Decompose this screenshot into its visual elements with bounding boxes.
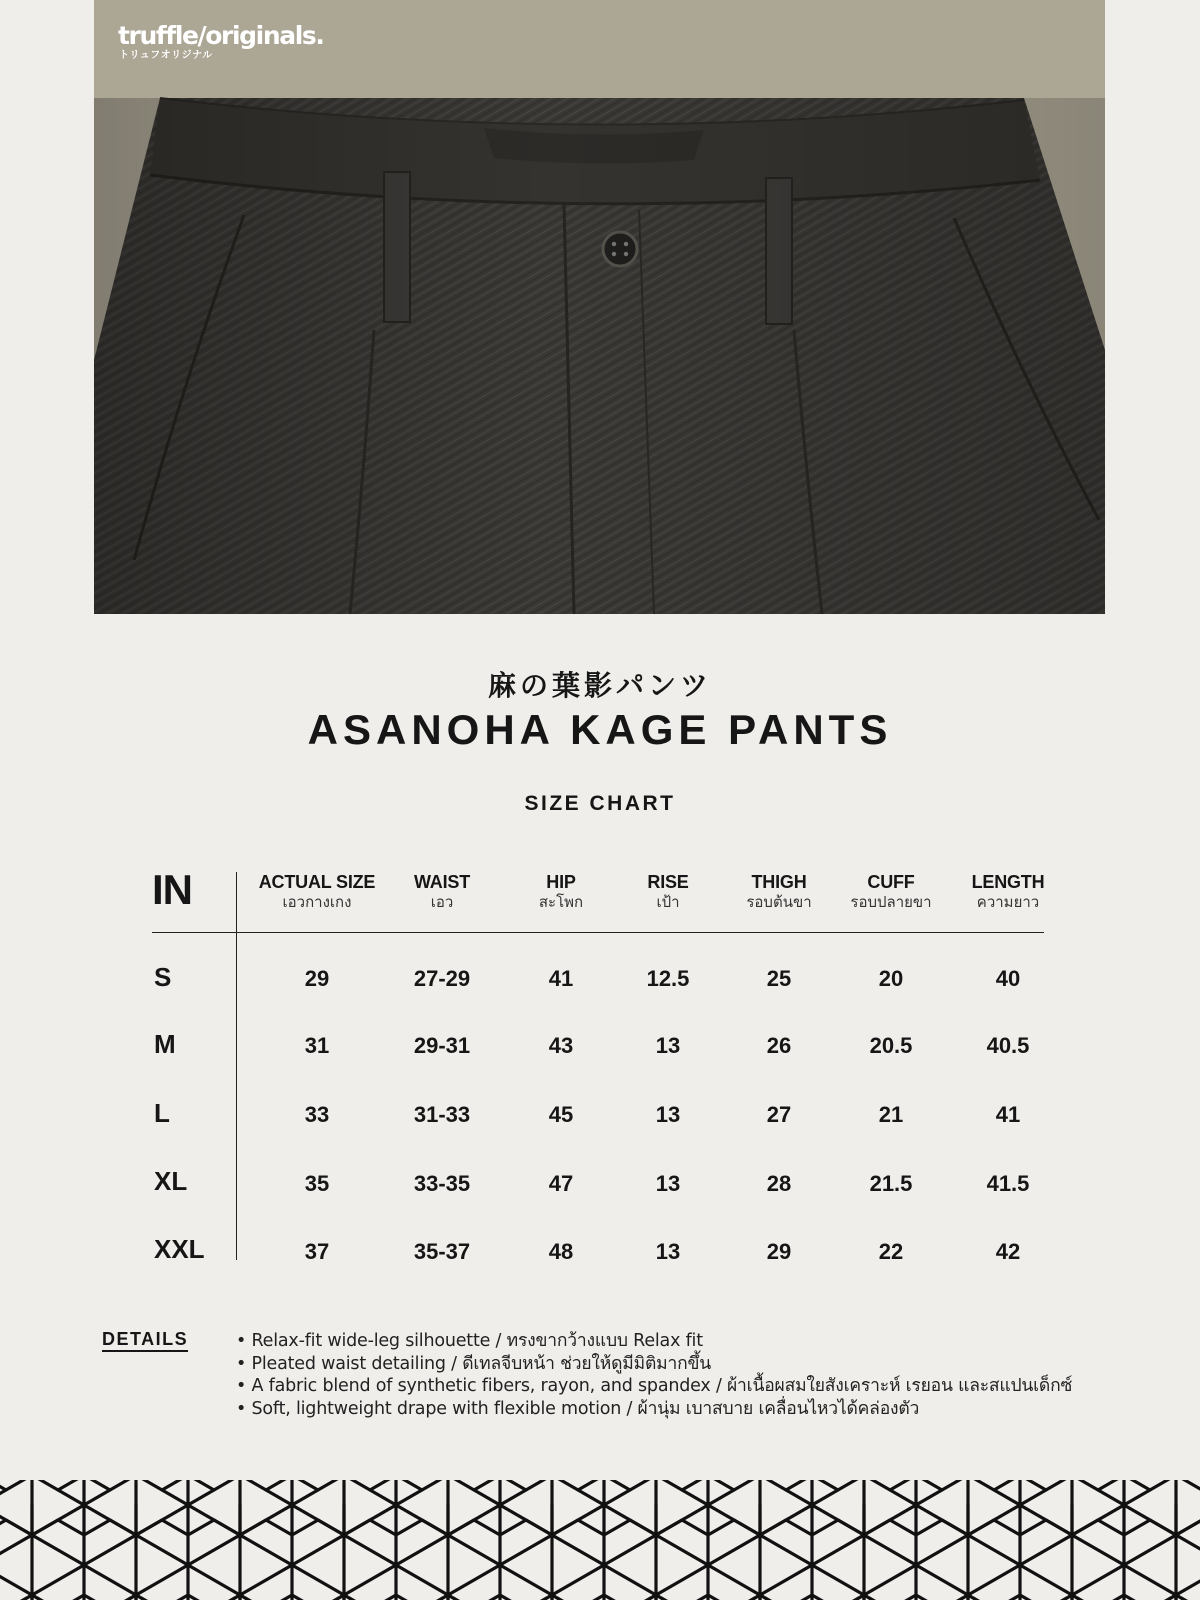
- table-cell: 29: [766, 1239, 792, 1264]
- table-divider-vertical: [236, 872, 237, 1260]
- column-header-th: เป้า: [656, 893, 680, 911]
- column-header-en: THIGH: [751, 872, 807, 892]
- column-header-en: WAIST: [414, 872, 470, 892]
- column-header-th: รอบต้นขา: [746, 893, 812, 911]
- table-cell: 42: [995, 1239, 1021, 1264]
- table-cell: 41: [548, 966, 574, 991]
- table-cell: 43: [548, 1033, 574, 1058]
- table-cell: 21.5: [869, 1171, 913, 1196]
- column-header-actual-size: [252, 872, 382, 912]
- table-cell: 13: [655, 1033, 681, 1058]
- table-cell: 41: [995, 1102, 1021, 1127]
- table-cell: 27-29: [413, 966, 471, 991]
- size-label: XXL: [154, 1234, 205, 1264]
- column-header-th: เอว: [430, 893, 454, 911]
- table-cell: 13: [655, 1171, 681, 1196]
- table-cell: 12.5: [646, 966, 690, 991]
- brand-subtitle: トリュフオリジナル: [119, 50, 213, 61]
- size-label: L: [154, 1098, 170, 1128]
- table-cell: 29: [304, 966, 330, 991]
- brand-name: truffle/originals.: [118, 21, 324, 50]
- table-cell: 26: [766, 1033, 792, 1058]
- column-header-en: RISE: [647, 872, 689, 892]
- table-cell: 20.5: [869, 1033, 913, 1058]
- table-cell: 33-35: [413, 1171, 471, 1196]
- list-item: • Relax-fit wide-leg silhouette / ทรงขากว้างแบบ Relax fit: [236, 1330, 1136, 1353]
- size-label: XL: [154, 1166, 188, 1196]
- list-item: • Pleated waist detailing / ดีเทลจีบหน้า ช่วยให้ดูมีมิติมากขึ้น: [236, 1353, 1136, 1376]
- column-header-en: HIP: [546, 872, 576, 892]
- table-cell: 28: [766, 1171, 792, 1196]
- column-header-th: เอวกางเกง: [282, 893, 352, 911]
- column-header-length: [943, 872, 1073, 912]
- product-photo: [94, 0, 1105, 614]
- product-japanese-title: 麻の葉影パンツ: [487, 669, 712, 702]
- column-header-cuff: [826, 872, 956, 912]
- asanoha-pattern-graphic: [0, 1480, 1200, 1600]
- pants-waistband-illustration: [94, 0, 1105, 614]
- table-cell: 35: [304, 1171, 330, 1196]
- table-cell: 40.5: [986, 1033, 1030, 1058]
- details-list: [236, 1330, 1136, 1420]
- table-divider-horizontal: [152, 932, 1044, 933]
- size-label: M: [154, 1029, 176, 1059]
- column-header-th: ความยาว: [976, 893, 1040, 911]
- size-chart-title: SIZE CHART: [524, 792, 676, 815]
- table-cell: 13: [655, 1102, 681, 1127]
- table-cell: 25: [766, 966, 792, 991]
- table-cell: 45: [548, 1102, 574, 1127]
- column-header-th: รอบปลายขา: [850, 893, 932, 911]
- column-header-waist: [377, 872, 507, 912]
- table-cell: 27: [766, 1102, 792, 1127]
- table-cell: 41.5: [986, 1171, 1030, 1196]
- list-item: • A fabric blend of synthetic fibers, rayon, and spandex / ผ้าเนื้อผสมใยสังเคราะห์ เรยอน และสแปนเด็กซ์: [236, 1375, 1136, 1398]
- column-header-thigh: [714, 872, 844, 912]
- size-label: S: [154, 962, 172, 992]
- list-item: • Soft, lightweight drape with flexible motion / ผ้านุ่ม เบาสบาย เคลื่อนไหวได้คล่องตัว: [236, 1398, 1136, 1421]
- column-header-th: สะโพก: [538, 893, 584, 911]
- table-cell: 35-37: [413, 1239, 471, 1264]
- table-cell: 48: [548, 1239, 574, 1264]
- table-cell: 33: [304, 1102, 330, 1127]
- asanoha-pattern: [0, 1480, 1200, 1600]
- brand-logo: [118, 22, 323, 62]
- table-cell: 21: [878, 1102, 904, 1127]
- column-header-en: LENGTH: [971, 872, 1045, 892]
- table-cell: 40: [995, 966, 1021, 991]
- table-cell: 22: [878, 1239, 904, 1264]
- unit-label: IN: [152, 866, 192, 913]
- details-heading: DETAILS: [102, 1329, 188, 1352]
- table-cell: 31: [304, 1033, 330, 1058]
- table-cell: 20: [878, 966, 904, 991]
- table-cell: 13: [655, 1239, 681, 1264]
- table-cell: 47: [548, 1171, 574, 1196]
- column-header-en: ACTUAL SIZE: [258, 872, 376, 892]
- table-cell: 31-33: [413, 1102, 471, 1127]
- product-title: ASANOHA KAGE PANTS: [307, 706, 893, 753]
- table-cell: 37: [304, 1239, 330, 1264]
- column-header-en: CUFF: [867, 872, 915, 892]
- table-cell: 29-31: [413, 1033, 471, 1058]
